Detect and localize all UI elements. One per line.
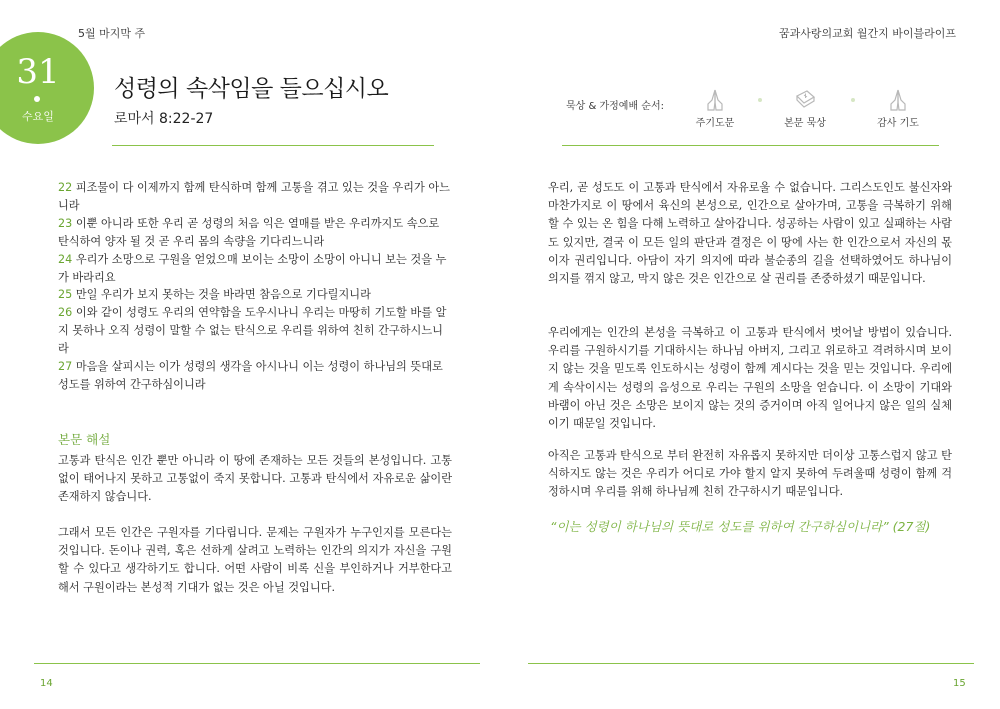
verse-text: 이와 같이 성령도 우리의 연약함을 도우시나니 우리는 마땅히 기도할 바를 알지 못하나 오직 성령이 말할 수 없는 탄식으로 우리를 위하여 친히 간구하시느니라 xyxy=(58,306,447,356)
scripture-reference: 로마서 8:22-27 xyxy=(114,111,214,127)
running-header-right: 꿈과사랑의교회 월간지 바이블라이프 xyxy=(778,27,956,40)
verse xyxy=(58,358,452,394)
title-divider xyxy=(112,145,434,146)
date-dot-icon xyxy=(34,96,40,102)
commentary-heading: 본문 해설 xyxy=(58,432,111,447)
verse xyxy=(58,251,452,287)
verse xyxy=(58,304,452,358)
date-badge xyxy=(0,32,94,144)
worship-order-divider xyxy=(562,145,939,146)
worship-step-label: 감사 기도 xyxy=(877,118,919,129)
commentary-paragraph: 그래서 모든 인간은 구원자를 기다립니다. 문제는 구원자가 누구인지를 모른다는 것입니다. 돈이나 권력, 혹은 선하게 살려고 노력하는 인간의 의지가 자신을 구원 할 수 있다고 생각하기도 합니다. 어떤 사람이 비록 신을 부인하거나 거부한다고 해서 구원이라는 본성적 기대가 없는 것은 아닐 것입니다. xyxy=(58,526,452,594)
praying-hands-icon xyxy=(704,88,726,112)
bible-icon xyxy=(793,88,817,112)
verse-text: 우리가 소망으로 구원을 얻었으매 보이는 소망이 소망이 아니니 보는 것을 누가 바라리요 xyxy=(58,252,447,284)
worship-step-meditation xyxy=(770,88,840,129)
commentary-paragraph: 우리에게는 인간의 본성을 극복하고 이 고통과 탄식에서 벗어날 방법이 있습니다. 우리를 구원하시기를 기대하시는 하나님 아버지, 그리고 위로하고 격려하시며 보이지 않는 것을 믿도록 인도하시는 성령이 함께 계시다는 것을 믿는 것입니다. 우리에게 속삭이시는 성령의 음성으로 우리는 구원의 소망을 얻습니다. 이 소망이 기대와 바램이 아닌 것은 소망은 보이지 않는 것의 증거이며 아직 일어나지 않은 일의 실체이기 때문일 것입니다. xyxy=(548,326,952,431)
step-separator xyxy=(758,98,762,102)
day-number: 31 xyxy=(16,52,60,92)
praying-hands-icon xyxy=(887,88,909,112)
commentary-paragraph: 우리, 곧 성도도 이 고통과 탄식에서 자유로울 수 없습니다. 그리스도인도 불신자와 마찬가지로 이 땅에서 육신의 본성으로, 인간으로 살아가며, 고통을 극복하기 위해 할 수 있는 온 힘을 다해 노력하고 살아갑니다. 성공하는 사람이 있고 실패하는 사람도 있지만, 결국 이 모든 일의 판단과 결정은 이 땅에 사는 한 인간으로서 자신의 몫이자 권리입니다. 아담이 자기 의지에 따라 불순종의 길을 선택하였어도 하나님이 의지를 꺾지 않고, 막지 않은 것은 인간으로 살 권리를 존중하셨기 때문입니다. xyxy=(548,181,952,286)
commentary-paragraph: 아직은 고통과 탄식으로 부터 완전히 자유롭지 못하지만 더이상 고통스럽지 않고 탄식하지도 않는 것은 우리가 어디로 가야 할지 알지 못하여 두려울때 성령이 함께 걱정하시며 우리를 위해 하나님께 친히 간구하시기 때문입니다. xyxy=(548,449,952,499)
verse-number: 27 xyxy=(58,360,73,374)
verse-text: 피조물이 다 이제까지 함께 탄식하며 함께 고통을 겪고 있는 것을 우리가 아느니라 xyxy=(58,181,450,212)
page-title: 성령의 속삭임을 들으십시오 xyxy=(114,76,389,102)
commentary-paragraph: 고통과 탄식은 인간 뿐만 아니라 이 땅에 존재하는 모든 것들의 본성입니다. 고통없이 태어나지 못하고 고통없이 죽지 못합니다. 고통과 탄식에서 자유로운 삶이란 존재하지 않습니다. xyxy=(58,454,452,504)
verse-number: 26 xyxy=(58,306,73,320)
verse-number: 25 xyxy=(58,288,73,302)
worship-step-label: 본문 묵상 xyxy=(784,118,826,129)
verse xyxy=(58,215,452,251)
worship-step-lords-prayer xyxy=(680,88,750,129)
page-number-left: 14 xyxy=(40,678,53,689)
verse xyxy=(58,179,452,215)
verse-text: 마음을 살피시는 이가 성령의 생각을 아시나니 이는 성령이 하나님의 뜻대로 성도를 위하여 간구하심이니라 xyxy=(58,360,443,391)
worship-step-thanksgiving xyxy=(863,88,933,129)
verse-number: 24 xyxy=(58,252,73,266)
worship-step-label: 주기도문 xyxy=(695,118,735,129)
footer-divider-right xyxy=(528,663,974,664)
verse-number: 23 xyxy=(58,216,73,230)
key-verse-quote: “이는 성령이 하나님의 뜻대로 성도를 위하여 간구하심이니라” (27절) xyxy=(550,519,931,534)
scripture-passage xyxy=(58,179,452,394)
footer-divider-left xyxy=(34,663,480,664)
worship-order-label: 묵상 & 가정예배 순서: xyxy=(566,101,664,112)
weekday-label: 수요일 xyxy=(22,110,54,123)
page-number-right: 15 xyxy=(953,678,966,689)
verse-text: 이뿐 아니라 또한 우리 곧 성령의 처음 익은 열매를 받은 우리까지도 속으로 탄식하여 양자 될 것 곧 우리 몸의 속량을 기다리느니라 xyxy=(58,216,440,248)
verse-text: 만일 우리가 보지 못하는 것을 바라면 참음으로 기다릴지니라 xyxy=(75,288,371,302)
running-header-left: 5월 마지막 주 xyxy=(78,27,146,40)
step-separator xyxy=(851,98,855,102)
verse-number: 22 xyxy=(58,181,73,194)
verse xyxy=(58,286,452,304)
